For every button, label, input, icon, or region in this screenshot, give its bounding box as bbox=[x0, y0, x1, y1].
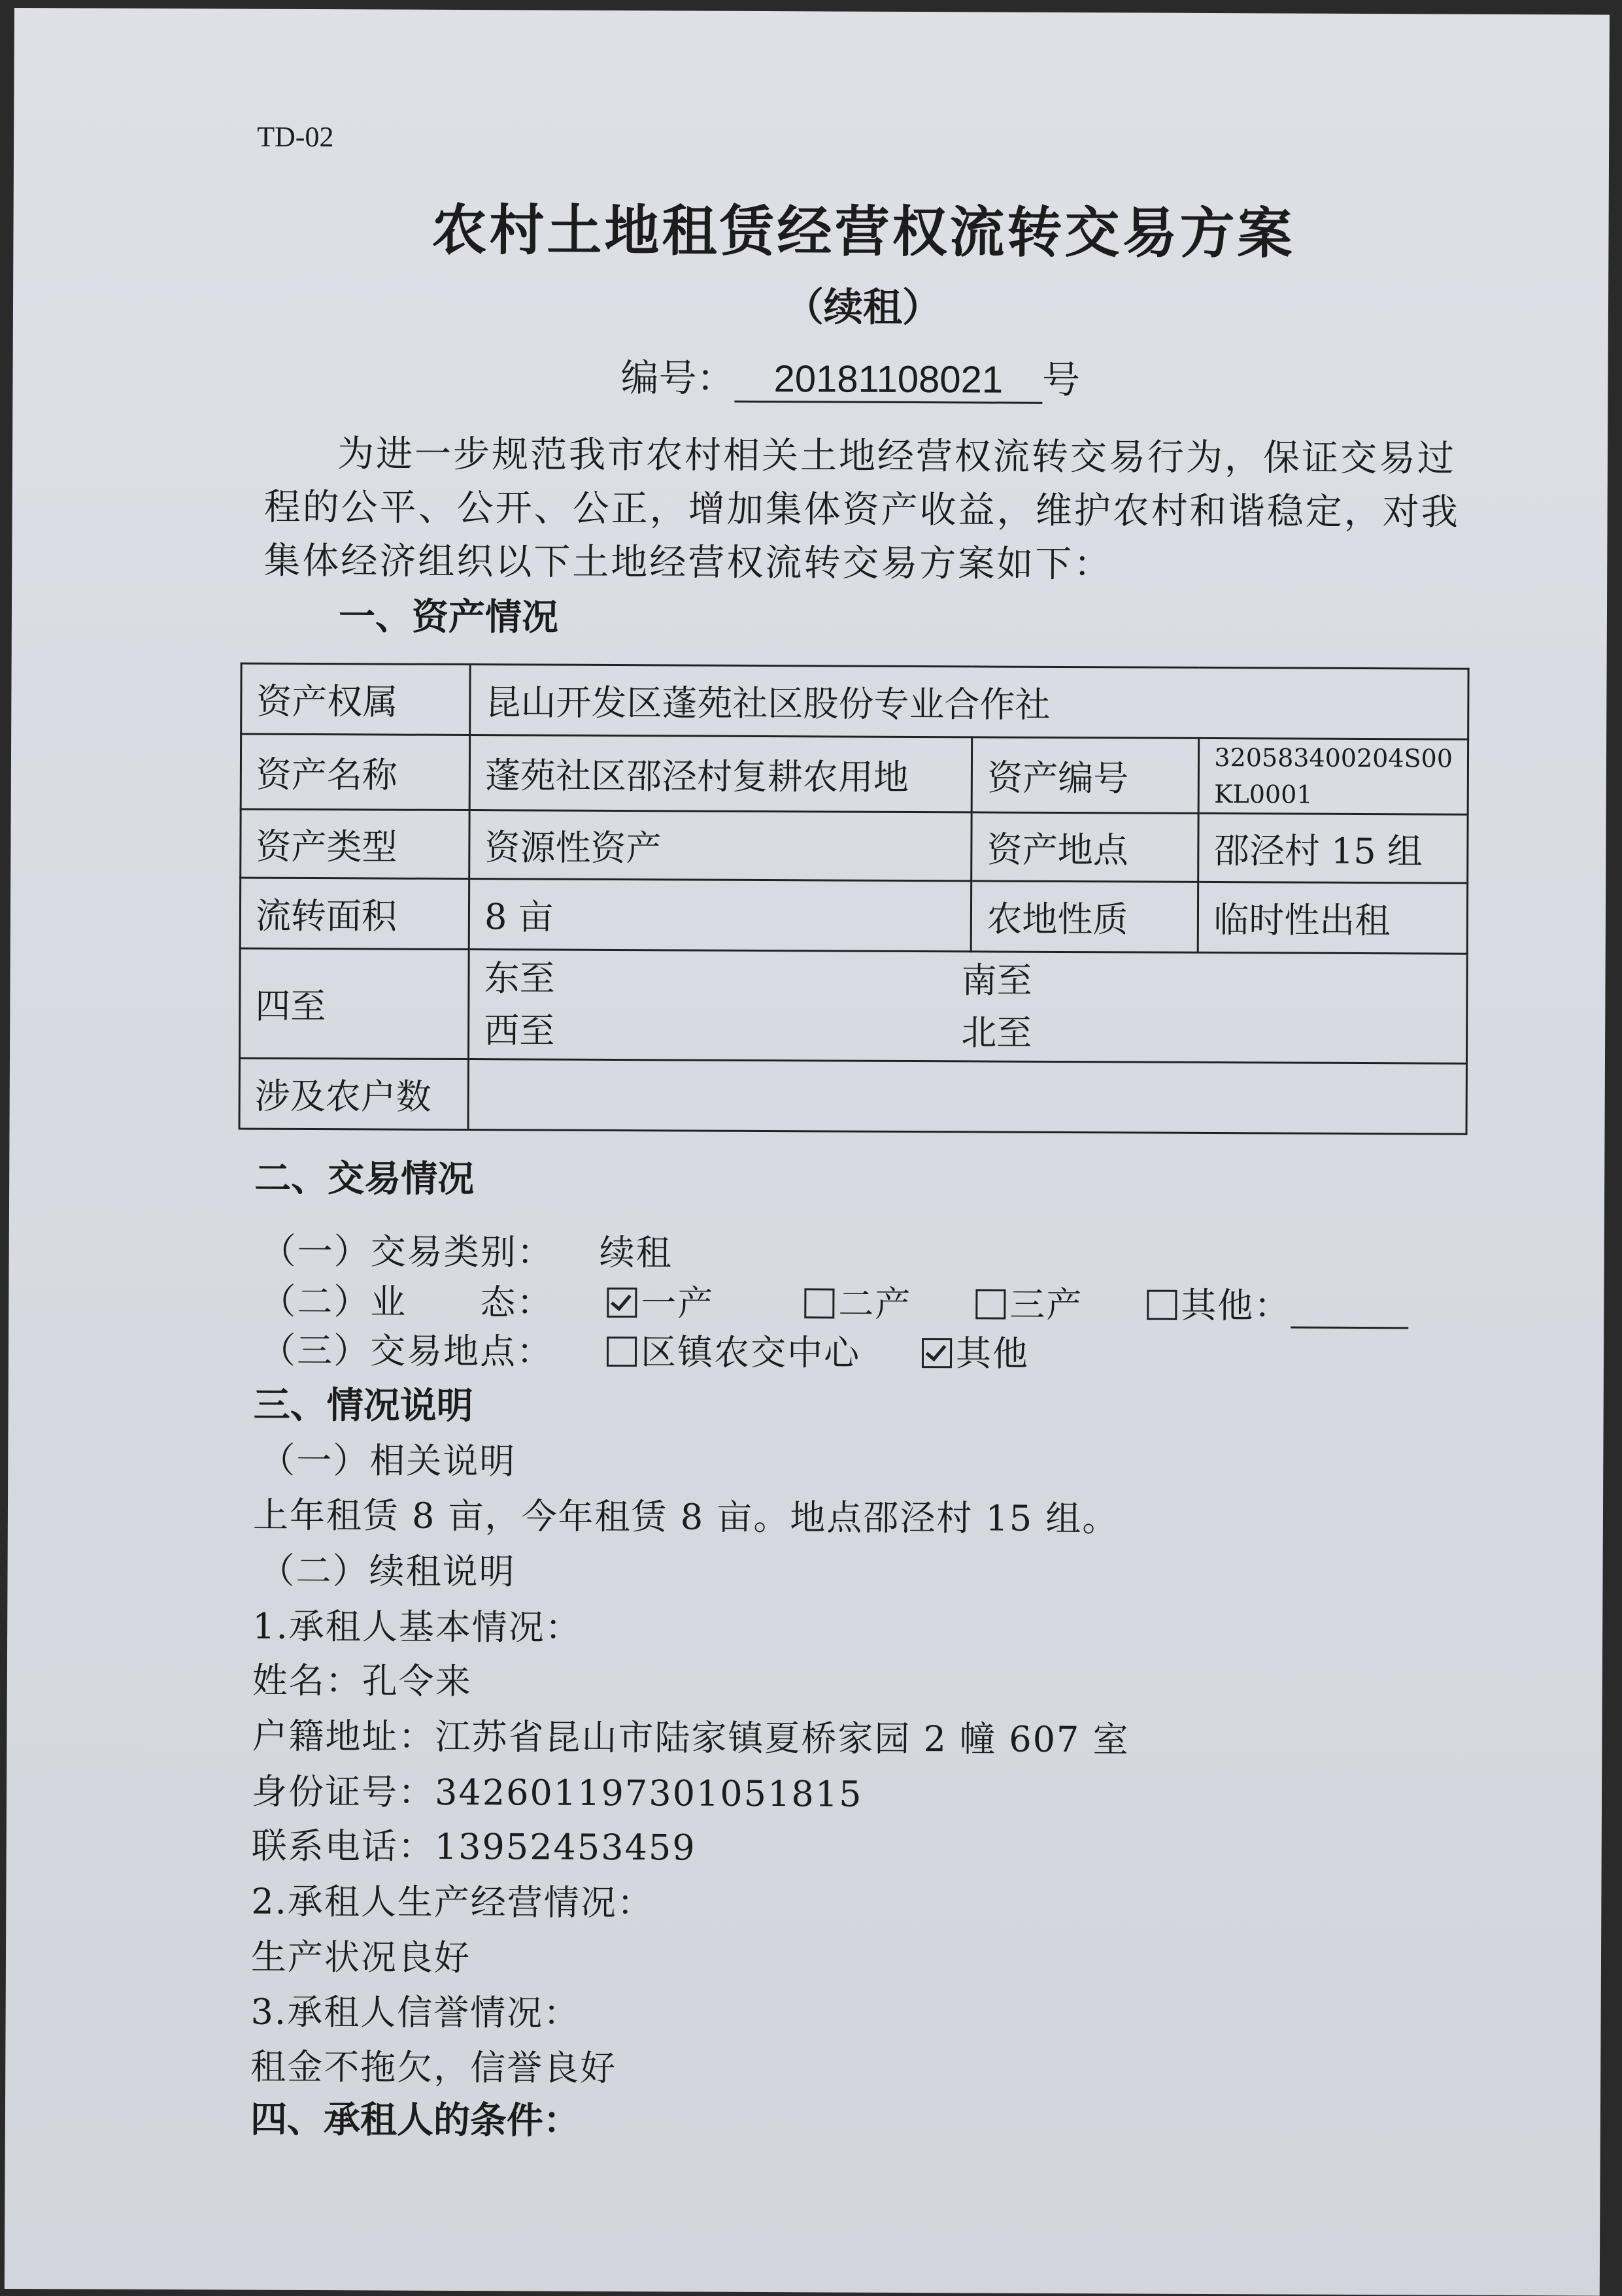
lessee-operation-text: 生产状况良好 bbox=[250, 1936, 471, 1979]
trade-category-value: 续租 bbox=[599, 1231, 673, 1274]
nature-label: 农地性质 bbox=[972, 881, 1198, 953]
trade-category-label: （一）交易类别： bbox=[260, 1230, 554, 1273]
table-row bbox=[239, 948, 1467, 1063]
table-row bbox=[241, 663, 1468, 739]
opt-secondary-label: 二产 bbox=[838, 1283, 912, 1325]
sub-heading-related: （一）相关说明 bbox=[260, 1439, 516, 1482]
section3-heading: 三、情况说明 bbox=[253, 1384, 473, 1428]
east-bound: 东至 bbox=[484, 957, 555, 999]
bounds-label: 四至 bbox=[239, 948, 469, 1059]
sub-heading-renewal: （二）续租说明 bbox=[259, 1550, 516, 1593]
area-label: 流转面积 bbox=[240, 878, 469, 950]
opt-tertiary-label: 三产 bbox=[1009, 1284, 1083, 1326]
south-bound: 南至 bbox=[961, 959, 1032, 1001]
section2-heading: 二、交易情况 bbox=[254, 1157, 475, 1201]
form-code: TD-02 bbox=[257, 120, 334, 154]
type-label: 资产类型 bbox=[241, 809, 470, 879]
checkbox-primary[interactable] bbox=[607, 1288, 637, 1318]
loc-center-label: 区镇农交中心 bbox=[640, 1331, 861, 1374]
trade-location-label: （三）交易地点： bbox=[260, 1329, 554, 1373]
north-bound: 北至 bbox=[961, 1011, 1032, 1054]
table-row bbox=[241, 809, 1468, 883]
code-value-line1: 320583400204S00 bbox=[1214, 743, 1453, 773]
lessee-name: 姓名：孔令来 bbox=[252, 1659, 472, 1703]
location-label: 资产地点 bbox=[972, 812, 1198, 882]
trade-location bbox=[260, 1323, 1029, 1376]
lessee-credit-heading: 3.承租人信誉情况： bbox=[250, 1991, 581, 2034]
ownership-value: 昆山开发区蓬苑社区股份专业合作社 bbox=[470, 665, 1468, 740]
loc-other-label: 其他 bbox=[955, 1333, 1030, 1374]
location-value: 邵泾村 15 组 bbox=[1198, 813, 1468, 883]
area-value: 8 亩 bbox=[469, 879, 972, 952]
opt-other-label: 其他： bbox=[1181, 1284, 1291, 1327]
nature-value: 临时性出租 bbox=[1198, 882, 1468, 954]
related-text: 上年租赁 8 亩，今年租赁 8 亩。地点邵泾村 15 组。 bbox=[252, 1494, 1119, 1540]
checkbox-loc-other[interactable] bbox=[922, 1338, 952, 1368]
intro-paragraph: 为进一步规范我市农村相关土地经营权流转交易行为，保证交易过程的公平、公开、公正，增加集体资产收益，维护农村和谐稳定，对我集体经济组织以下土地经营权流转交易方案如下： bbox=[263, 433, 1460, 586]
business-type-label: （二）业 态： bbox=[260, 1280, 554, 1323]
document-number bbox=[620, 347, 1080, 404]
lessee-credit-text: 租金不拖欠，信誉良好 bbox=[250, 2046, 617, 2089]
lessee-phone: 联系电话：13952453459 bbox=[251, 1825, 696, 1869]
checkbox-tertiary[interactable] bbox=[975, 1289, 1005, 1319]
section4-heading: 四、承租人的条件： bbox=[250, 2098, 581, 2142]
households-value bbox=[468, 1059, 1466, 1135]
table-row bbox=[240, 878, 1467, 954]
households-label: 涉及农户数 bbox=[239, 1058, 469, 1130]
name-value: 蓬苑社区邵泾村复耕农用地 bbox=[469, 735, 972, 812]
other-blank-field[interactable] bbox=[1291, 1298, 1408, 1329]
number-suffix: 号 bbox=[1041, 357, 1081, 403]
west-bound: 西至 bbox=[484, 1009, 555, 1052]
code-label: 资产编号 bbox=[972, 737, 1199, 814]
number-label: 编号： bbox=[620, 356, 735, 401]
lessee-basic-heading: 1.承租人基本情况： bbox=[252, 1605, 582, 1648]
asset-table bbox=[239, 663, 1470, 1135]
lessee-address: 户籍地址：江苏省昆山市陆家镇夏桥家园 2 幢 607 室 bbox=[252, 1715, 1130, 1761]
document-title: 农村土地租赁经营权流转交易方案 bbox=[431, 197, 1295, 266]
opt-primary-label: 一产 bbox=[641, 1282, 715, 1324]
checkbox-secondary[interactable] bbox=[804, 1288, 834, 1318]
document-page bbox=[5, 8, 1610, 2296]
business-type bbox=[260, 1274, 1408, 1329]
ownership-label: 资产权属 bbox=[241, 663, 471, 735]
trade-category bbox=[261, 1223, 673, 1276]
name-label: 资产名称 bbox=[241, 734, 470, 810]
lessee-id: 身份证号：342601197301051815 bbox=[251, 1771, 863, 1815]
section1-heading: 一、资产情况 bbox=[338, 595, 559, 639]
table-row bbox=[239, 1058, 1466, 1134]
document-subtitle: （续租） bbox=[784, 284, 942, 331]
bounds-value bbox=[469, 950, 1468, 1064]
code-value bbox=[1199, 738, 1468, 814]
type-value: 资源性资产 bbox=[469, 810, 972, 881]
checkbox-other[interactable] bbox=[1147, 1290, 1177, 1320]
checkbox-center[interactable] bbox=[607, 1337, 637, 1367]
table-row bbox=[241, 734, 1468, 814]
lessee-operation-heading: 2.承租人生产经营情况： bbox=[251, 1880, 654, 1924]
number-value: 20181108021 bbox=[734, 357, 1042, 404]
code-value-line2: KL0001 bbox=[1214, 780, 1313, 809]
